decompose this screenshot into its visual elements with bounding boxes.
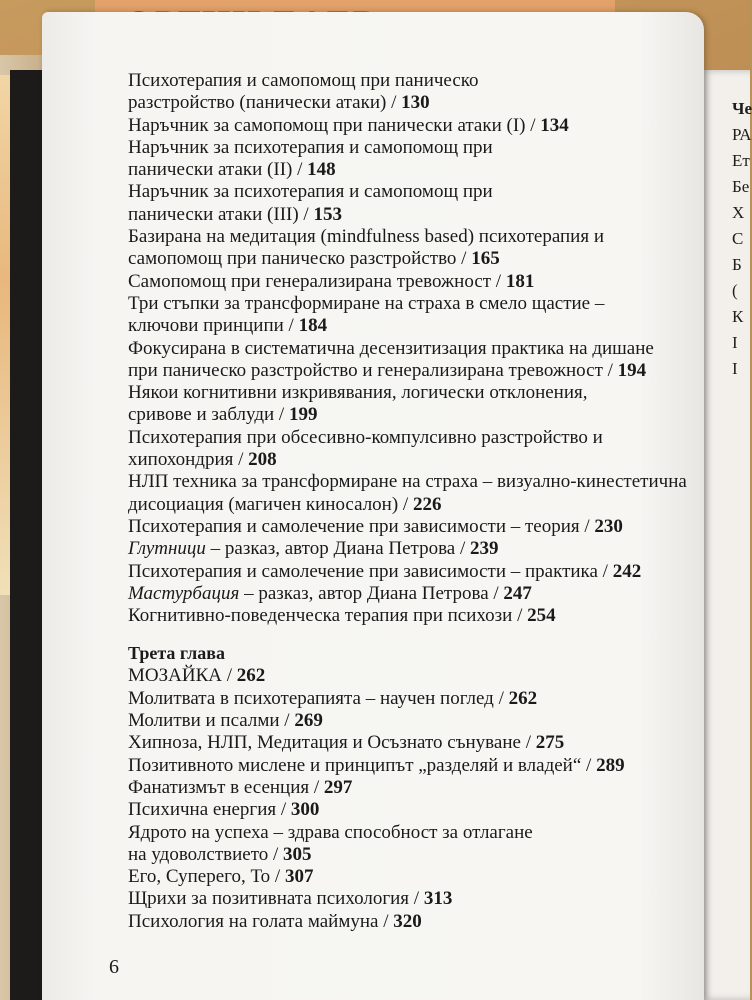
toc-entry-title: ключови принципи / [128,315,299,337]
toc-entry [128,822,688,844]
toc-entry [128,226,688,248]
toc-entry-title: Его, Суперего, То / [128,866,285,888]
toc-entry [128,404,688,426]
toc-entry [128,516,688,538]
toc-entry-italic-title: Мастурбация [128,582,240,604]
toc-entry-title: Някои когнитивни изкривявания, логически отклонения, [128,382,588,404]
toc-entry-page: 184 [298,315,328,337]
toc-entry-title: разстройство (панически атаки) / [128,92,402,114]
toc-entry-title: Психотерапия при обсесивно-компулсивно разстройство и [128,426,603,448]
toc-entry-page: 297 [323,776,353,798]
toc-entry [128,755,688,777]
toc-entry-page: 226 [412,493,442,515]
toc-entry [128,710,688,732]
right-page-fragment: РА [732,125,752,144]
toc-entry-title: хипохондрия / [128,449,249,471]
toc-entry-page: 289 [596,754,625,776]
toc-entry [128,159,688,181]
toc-entry-title: Самопомощ при генерализирана тревожност / [128,270,506,292]
toc-entry [128,70,688,92]
right-page-fragment: Б [732,255,742,274]
toc-entry-title: Наръчник за психотерапия и самопомощ при [128,181,493,203]
right-page-fragment: К [732,307,744,326]
toc-entry-page: 194 [617,359,647,381]
toc-entry-page: 165 [471,248,500,270]
toc-entry-page: 313 [423,888,453,910]
toc-entry-title: Позитивното мислене и принципът „разделяй и владей“ / [128,754,597,776]
toc-entry [128,844,688,866]
toc-entry-page: 262 [508,687,538,709]
toc-entry-title: – разказ, автор Диана Петрова / [205,538,471,560]
right-page-fragment: С [732,229,744,248]
toc-entry [128,605,688,627]
toc-entry [128,382,688,404]
toc-entry-title: при паническо разстройство и генерализирана тревожност / [128,359,618,381]
toc-entry-title: Психична енергия / [128,799,291,821]
toc-entry-page: 269 [294,710,323,732]
toc-entry [128,732,688,754]
section-heading: Трета глава [128,643,225,664]
toc-entry-page: 262 [236,665,266,687]
toc-entry-page: 239 [470,538,499,560]
toc-entry-title: панически атаки (II) / [128,159,308,181]
toc-entry [128,360,688,382]
right-page-fragment: І [732,359,738,378]
toc-entry [128,471,688,493]
right-page-fragment: Бе [732,177,750,196]
toc-entry-italic-title: Глутници [128,538,206,560]
toc-entry-title: Наръчник за самопомощ при панически атаки (I) / [128,114,541,136]
toc-entry-page: 230 [594,515,623,537]
right-page-fragment: I [732,333,738,352]
toc-entry-page: 305 [283,843,312,865]
toc-entry [128,665,688,687]
toc-entry-title: Щрихи за позитивната психология / [128,888,424,910]
right-page-fragment: Ет [732,151,750,170]
toc-entry-title: – разказ, автор Диана Петрова / [239,582,504,604]
toc-entry [128,92,688,114]
toc-entry [128,315,688,337]
toc-entry-page: 300 [290,799,320,821]
toc-entry-page: 130 [401,92,430,114]
toc-entry [128,204,688,226]
toc-entry [128,449,688,471]
toc-entry-page: 307 [284,866,314,888]
toc-entry [128,427,688,449]
toc-entry-title: Молитви и псалми / [128,710,295,732]
toc-entry-title: самопомощ при паническо разстройство / [128,248,472,270]
toc-entry-page: 254 [527,605,556,627]
right-page-fragment: ( [732,281,738,300]
toc-entry-title: МОЗАЙКА / [128,665,237,687]
toc-entry [128,494,688,516]
toc-entry-title: панически атаки (III) / [128,203,314,225]
toc-entry-page: 181 [505,270,535,292]
toc-entry-page: 320 [393,910,422,932]
table-of-contents [128,70,688,933]
toc-entry-page: 134 [540,114,569,136]
right-page-fragment: Че [732,99,752,118]
toc-entry-title: НЛП техника за трансформиране на страха – визуално-кинестетична [128,471,687,493]
toc-entry-page: 275 [535,732,565,754]
toc-entry-page: 153 [313,203,342,225]
toc-entry-title: сривове и заблуди / [128,404,289,426]
toc-entry-title: Молитвата в психотерапията – научен поглед / [128,687,509,709]
toc-entry-page: 247 [503,582,532,604]
toc-entry [128,271,688,293]
toc-entry-page: 208 [248,449,277,471]
toc-entry-title: Наръчник за психотерапия и самопомощ при [128,136,493,158]
toc-entry [128,561,688,583]
toc-entry-title: Базирана на медитация (mindfulness based) психотерапия и [128,226,604,248]
toc-entry [128,888,688,910]
toc-entry-title: Психология на голата маймуна / [128,910,394,932]
toc-entry-page: 148 [307,159,336,181]
toc-entry-title: Фокусирана в систематична десензитизация практика на дишане [128,337,654,359]
page-number: 6 [109,956,119,978]
toc-entry [128,688,688,710]
toc-entry [128,115,688,137]
right-page [700,70,750,1000]
toc-entry [128,538,688,560]
toc-entry-title: на удоволствието / [128,843,284,865]
book-spine-shadow [10,70,46,1000]
toc-entry [128,799,688,821]
toc-entry-page: 242 [612,560,642,582]
toc-entry [128,293,688,315]
toc-entry [128,911,688,933]
toc-entry-title: Три стъпки за трансформиране на страха в смело щастие – [128,292,605,314]
toc-entry-title: Психотерапия и самолечение при зависимости – практика / [128,560,613,582]
toc-entry-title: Хипноза, НЛП, Медитация и Осъзнато сънуване / [128,732,536,754]
toc-entry-title: Психотерапия и самолечение при зависимости – теория / [128,515,595,537]
toc-entry [128,866,688,888]
toc-entry [128,338,688,360]
toc-entry-title: Фанатизмът в есенция / [128,776,324,798]
toc-entry [128,777,688,799]
right-page-text-fragments [700,70,750,382]
toc-entry [128,181,688,203]
toc-entry-title: Когнитивно-поведенческа терапия при психози / [128,605,528,627]
toc-entry [128,248,688,270]
right-page-fragment: Х [732,203,745,222]
toc-entry-title: дисоциация (магичен киносалон) / [128,493,413,515]
toc-entry [128,583,688,605]
toc-entry-title: Ядрото на успеха – здрава способност за отлагане [128,821,533,843]
toc-entry [128,137,688,159]
toc-entry-title: Психотерапия и самопомощ при паническо [128,70,479,91]
toc-entry-page: 199 [288,404,318,426]
